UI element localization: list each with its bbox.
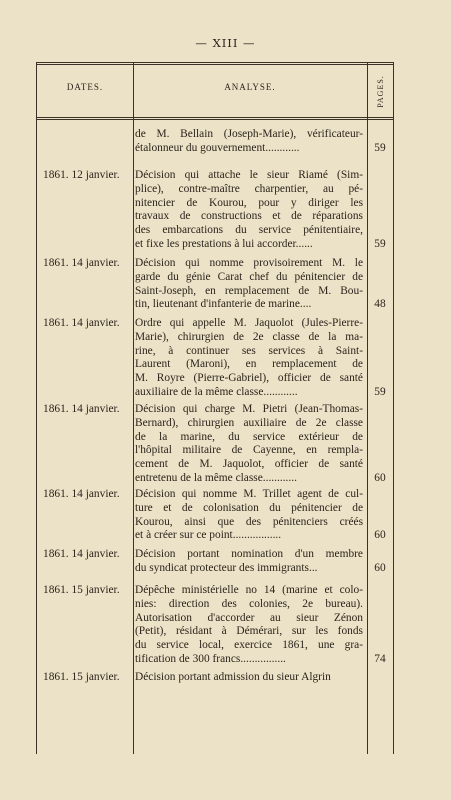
entry-page: 74 (374, 653, 386, 665)
entry-line: et à créer sur ce point................. (135, 529, 282, 542)
entry-line: travaux de constructions et de réparations (135, 210, 363, 223)
entry-date: 1861. 15 janvier. (43, 671, 120, 683)
entry-line: rine, à continuer ses services à Saint- (135, 344, 363, 357)
entry-line: auxiliaire de la même classe............ (135, 385, 298, 398)
entry-analysis (135, 128, 363, 156)
entry-page: 48 (374, 298, 386, 310)
entry-line: garde du génie Carat chef du pénitencier de (135, 270, 363, 283)
entry-line: (Petit), résidant à Démérari, sur les fonds (135, 625, 363, 638)
entry-line: Saint-Joseph, en remplacement de M. Bou- (135, 284, 363, 297)
entry-line: Dépêche ministérielle no 14 (marine et colo- (135, 584, 363, 596)
entry-page: 59 (374, 142, 386, 154)
entry-line: ture et de colonisation du pénitencier de (135, 501, 363, 514)
entry-line: l'hôpital militaire de Cayenne, en rempla- (135, 444, 363, 457)
entry-date: 1861. 14 janvier. (43, 403, 120, 415)
top-double-rule (37, 62, 393, 65)
header-analyse: ANALYSE. (224, 82, 276, 92)
entry-line: entretenu de la même classe............ (135, 471, 297, 484)
entry-line: tification de 300 francs................ (135, 652, 286, 665)
entry-line: cement de M. Jaquolot, officier de santé (135, 458, 363, 471)
entry-line: plice), contre-maître charpentier, au pé- (135, 182, 363, 195)
entry-date: 1861. 14 janvier. (43, 257, 120, 269)
entry-page: 60 (374, 562, 386, 574)
entry-analysis (135, 403, 363, 486)
entry-analysis (135, 488, 363, 543)
column-divider-pages (367, 62, 368, 754)
entry-line: des embarcations du service pénitentiaire, (135, 224, 363, 237)
entry-date: 1861. 12 janvier. (43, 169, 120, 181)
header-dates: DATES. (66, 82, 104, 92)
entry-line: Décision portant nomination d'un membre (135, 548, 363, 560)
entry-line: de la marine, du service extérieur de (135, 430, 363, 443)
header-pages: PAGES. (375, 74, 385, 108)
entry-line: du service local, exercice 1861, une gra- (135, 639, 363, 652)
entry-line: tin, lieutenant d'infanterie de marine.... (135, 298, 312, 311)
entry-page: 59 (374, 386, 386, 398)
column-divider-dates (133, 62, 134, 754)
entry-analysis (135, 584, 363, 667)
entry-date: 1861. 14 janvier. (43, 488, 120, 500)
entry-analysis (135, 317, 363, 400)
entry-analysis (135, 671, 363, 685)
entry-line: et fixe les prestations à lui accorder...... (135, 237, 313, 250)
entry-line: Laurent (Maroni), en remplacement de (135, 358, 363, 371)
entry-line: nies: direction des colonies, 2e bureau). (135, 597, 363, 610)
entry-line: Ordre qui appelle M. Jaquolot (Jules-Pierre- (135, 317, 363, 329)
entry-line: Décision qui charge M. Pietri (Jean-Thomas- (135, 403, 363, 415)
entry-date: 1861. 14 janvier. (43, 548, 120, 560)
entry-page: 60 (374, 472, 386, 484)
entry-page: 60 (374, 529, 386, 541)
entry-analysis (135, 169, 363, 252)
entry-analysis (135, 257, 363, 312)
entry-line: de M. Bellain (Joseph-Marie), vérificateur- (135, 128, 363, 140)
entry-line: du syndicat protecteur des immigrants... (135, 561, 318, 574)
entry-date: 1861. 14 janvier. (43, 317, 120, 329)
entry-line: étalonneur du gouvernement............ (135, 141, 300, 154)
entry-line: Marie), chirurgien de 2e classe de la ma- (135, 330, 363, 343)
entry-line: Autorisation d'accorder au sieur Zénon (135, 611, 363, 624)
entry-line: Décision qui attache le sieur Riamé (Sim- (135, 169, 363, 181)
entry-line: Bernard), chirurgien auxiliaire de 2e classe (135, 416, 363, 429)
entry-line: M. Royre (Pierre-Gabriel), officier de santé (135, 372, 363, 385)
entry-line: Décision qui nomme provisoirement M. le (135, 257, 363, 269)
entry-page: 59 (374, 238, 386, 250)
page-number: — XIII — (195, 36, 256, 50)
entry-line: Kourou, ainsi que des pénitenciers créés (135, 515, 363, 528)
entry-line: Décision portant admission du sieur Algrin (135, 671, 331, 683)
index-table (36, 62, 394, 754)
entry-date: 1861. 15 janvier. (43, 584, 120, 596)
entry-line: Décision qui nomme M. Trillet agent de cul- (135, 488, 363, 500)
entry-line: nitencier de Kourou, pour y diriger les (135, 196, 363, 209)
entry-analysis (135, 548, 363, 576)
header-double-rule (37, 117, 393, 120)
header-pages-cell (367, 68, 393, 114)
